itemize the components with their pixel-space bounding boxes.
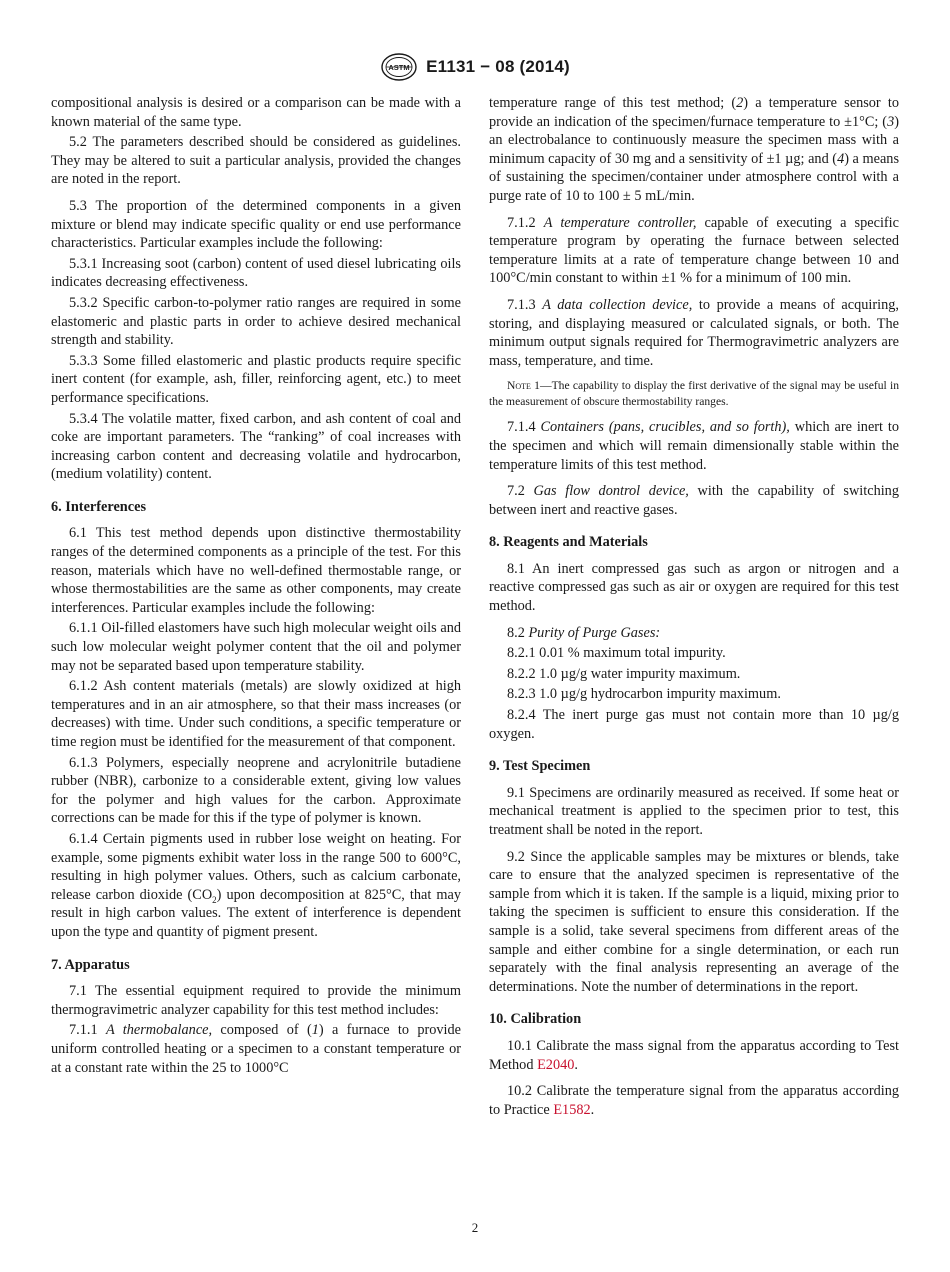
paragraph: 6.1.2 Ash content materials (metals) are slowly oxidized at high temperatures and in an air atmosphere, so that their mass increases (or decreases) with time. Under such conditions, a specific temperature or time region must be identified for the measurement of that component. — [51, 678, 461, 750]
section-heading: 6. Interferences — [51, 498, 147, 515]
paragraph: 10.2 Calibrate the temperature signal from the apparatus according to Practice E1582. — [489, 1083, 899, 1118]
paragraph: temperature range of this test method; (2) a temperature sensor to provide an indication of the specimen/furnace temperature to ±1°C; (3) an electrobalance to continuously measure the specimen mass with a minimum capacity of 30 mg and a sensitivity of ±1 µg; and (4) a means of sustaining the specimen/container under atmosphere control with a purge rate of 10 to 100 ± 5 mL/min. — [489, 95, 900, 204]
italic-text: 2 — [736, 95, 744, 111]
document-designation: E1131 − 08 (2014) — [426, 57, 570, 76]
subscript: 2 — [212, 894, 217, 905]
paragraph: 6.1 This test method depends upon distinctive thermostability ranges of the determined components as a principle of the test. For this reason, materials which have no well-defined thermostable range, or whose thermostabilities are the same as other components, may create interferences. Particular examples include the following: — [51, 525, 461, 616]
italic-text: 3 — [887, 113, 895, 130]
section-heading: 10. Calibration — [489, 1011, 582, 1028]
paragraph: 7.1.3 A data collection device, to provide a means of acquiring, storing, and displaying measured or calculated signals, or both. The minimum output signals required for Thermogravimetric analyzers are mass, temperature, and time. — [489, 296, 899, 369]
right-column — [489, 94, 899, 1127]
astm-logo-text: ASTM — [388, 63, 410, 72]
paragraph: 8.2.2 1.0 µg/g water impurity maximum. — [507, 665, 741, 682]
section-heading: 8. Reagents and Materials — [489, 534, 648, 551]
paragraph: 5.2 The parameters described should be considered as guidelines. They may be altered to suit a particular analysis, provided the changes are noted in the report. — [51, 134, 461, 188]
paragraph: 8.2.3 1.0 µg/g hydrocarbon impurity maximum. — [507, 686, 781, 703]
section-heading: 7. Apparatus — [51, 956, 130, 973]
page-header — [0, 52, 950, 82]
paragraph: 8.1 An inert compressed gas such as argon or nitrogen and a reactive compressed gas such as air or oxygen are required for this test method. — [489, 560, 899, 615]
paragraph: 6.1.1 Oil-filled elastomers have such high molecular weight oils and such low molecular weight polymer content that the oil and polymer may not be separated based upon temperature stability. — [51, 620, 461, 674]
paragraph: 9.1 Specimens are ordinarily measured as received. If some heat or mechanical treatment is applied to the specimen prior to test, this treatment shall be noted in the report. — [489, 784, 899, 838]
paragraph: 8.2 Purity of Purge Gases: — [507, 624, 661, 641]
page-number: 2 — [471, 1220, 479, 1235]
paragraph: 5.3.2 Specific carbon-to-polymer ratio ranges are required in some elastomeric and plastic parts in order to achieve desired mechanical strength and stability. — [51, 294, 461, 349]
paragraph: 5.3.1 Increasing soot (carbon) content of used diesel lubricating oils indicates decreasing effectiveness. — [51, 255, 461, 291]
paragraph: 6.1.4 Certain pigments used in rubber lose weight on heating. For example, some pigments exhibit water loss in the range 500 to 600°C, resulting in high polymer values. Others, such as calcium carbonate, release carbon dioxide $(CO_2)$ upon decomposition at 825°C, that may result in high carbon values. The extent of interference is dependent upon the type and quantity of pigment present. — [51, 830, 461, 940]
paragraph: 7.1.4 Containers (pans, crucibles, and so forth), which are inert to the specimen and which will remain dimensionally stable within the temperature limits of this test method. — [489, 419, 900, 473]
section-heading: 9. Test Specimen — [489, 758, 591, 775]
italic-text: Containers (pans, crucibles, and so forth), — [540, 419, 790, 436]
note-label: Note — [507, 379, 531, 393]
reference-link[interactable]: E1582 — [553, 1101, 591, 1118]
paragraph: 5.3 The proportion of the determined components in a given mixture or blend may indicate specific quality or end use performance characteristics. Particular examples include the following: — [51, 197, 461, 252]
paragraph: 10.1 Calibrate the mass signal from the apparatus according to Test Method E2040. — [489, 1037, 899, 1073]
note: Note 1—The capability to display the first derivative of the signal may be useful in the measurement of obscure thermostability ranges. — [489, 379, 899, 409]
reference-link[interactable]: E2040 — [537, 1056, 575, 1073]
paragraph: 6.1.3 Polymers, especially neoprene and acrylonitrile butadiene rubber (NBR), carbonize to a considerable extent, giving low values for the polymer and high values for the carbon. Approximate corrections can be made for this if the type of polymer is known. — [51, 754, 461, 827]
italic-text: 4 — [837, 150, 845, 167]
paragraph: 5.3.3 Some filled elastomeric and plastic products require specific inert content (for example, ash, filler, reinforcing agent, etc.) to meet performance specifications. — [51, 352, 461, 406]
paragraph: 7.1.1 A thermobalance, composed of (1) a furnace to provide uniform controlled heating or a specimen to a constant temperature or at a constant rate within the 25 to 1000°C — [51, 1022, 462, 1076]
italic-text: Purity of Purge Gases: — [528, 624, 661, 641]
paragraph: 5.3.4 The volatile matter, fixed carbon, and ash content of coal and coke are important parameters. The “ranking” of coal increases with increasing carbon content and decreasing volatile and hydrocarbon, (medium volatility) content. — [51, 410, 461, 483]
paragraph: 7.2 Gas flow dontrol device, with the capability of switching between inert and reactive gases. — [489, 483, 899, 518]
paragraph: compositional analysis is desired or a comparison can be made with a known material of the same type. — [51, 95, 461, 130]
paragraph: 8.2.1 0.01 % maximum total impurity. — [507, 645, 726, 662]
italic-text: A data collection device, — [542, 296, 693, 313]
astm-logo — [380, 52, 418, 82]
paragraph: 7.1 The essential equipment required to provide the minimum thermogravimetric analyzer capability for this test method includes: — [51, 983, 461, 1018]
paragraph: 9.2 Since the applicable samples may be mixtures or blends, take care to ensure that the analyzed specimen is representative of the sample from which it is taken. If the sample is a liquid, mixing prior to taking the specimen is sufficient to ensure this consideration. If the sample is a solid, take several specimens from different areas of the sample and either combine for a single determination, or each run separately with the final analysis representing an average of the determinations. Note the number of determinations in the report. — [489, 848, 899, 995]
italic-text: A temperature controller, — [543, 214, 697, 231]
left-column — [51, 94, 461, 1079]
paragraph: 7.1.2 A temperature controller, capable of executing a specific temperature program by operating the furnace between selected temperature limits at a rate of temperature change between 10 and 100°C/min constant to within ±1 % for a minimum of 100 min. — [489, 214, 899, 287]
italic-text: A thermobalance, — [105, 1022, 213, 1039]
paragraph: 8.2.4 The inert purge gas must not contain more than 10 µg/g oxygen. — [489, 707, 899, 742]
italic-text: 1 — [311, 1022, 319, 1039]
italic-text: Gas flow dontrol device, — [533, 483, 689, 500]
